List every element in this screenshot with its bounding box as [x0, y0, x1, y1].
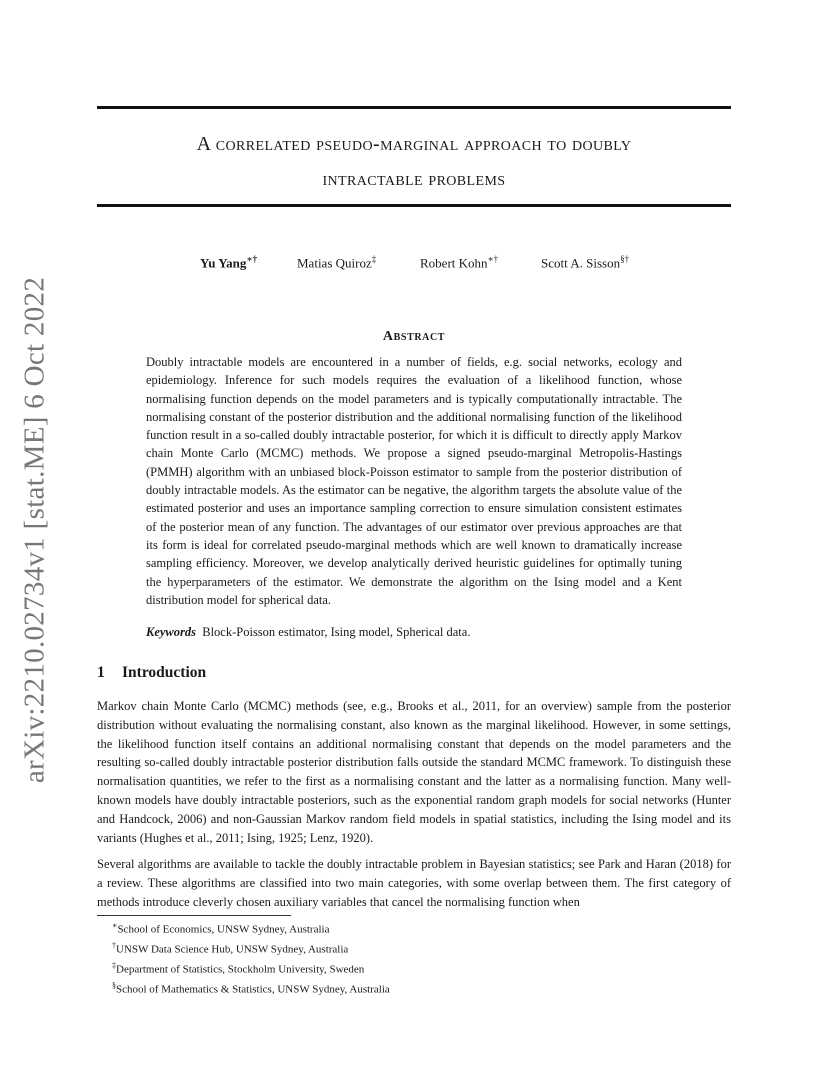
- paper-title-line-1: A correlated pseudo-marginal approach to doubly: [196, 133, 632, 155]
- keywords-text: Block-Poisson estimator, Ising model, Spherical data.: [202, 625, 471, 639]
- footnote-rule: [97, 915, 291, 916]
- title-bottom-rule: [97, 204, 731, 207]
- abstract-heading: Abstract: [382, 329, 446, 344]
- author-1: Yu Yang∗†: [200, 254, 258, 271]
- author-4: Scott A. Sisson§†: [541, 254, 630, 271]
- paper-title-line-2: intractable problems: [322, 168, 506, 190]
- intro-paragraph-1: Markov chain Monte Carlo (MCMC) methods (see, e.g., Brooks et al., 2011, for an overview) sample from the posterior distribution without evaluating the normalising constant, also known as the marginal likelihood. However, in some settings, the likelihood function itself contains an additional normalising constant that depends on the model parameters and the resulting so-called doubly intractable posterior distribution falls outside the standard MCMC framework. To distinguish these normalisation quantities, we refer to the first as a normalising constant and the latter as a normalising function. Many well-known models have doubly intractable posteriors, such as the exponential random graph models for social networks (Hunter and Handcock, 2006) and non-Gaussian Markov random field models in spatial statistics, including the Ising model and its variants (Hughes et al., 2011; Ising, 1925; Lenz, 1920).: [97, 699, 731, 845]
- section-title: Introduction: [122, 664, 207, 681]
- abstract-text: Doubly intractable models are encountered in a number of fields, e.g. social networks, ecology and epidemiology. Inference for such models requires the evaluation of a likelihood function, whose normalising function depends on the model parameters and is typically computationally intractable. The normalising constant of the posterior distribution and the additional normalising function of the likelihood function result in a so-called doubly intractable posterior, for which it is difficult to directly apply Markov chain Monte Carlo (MCMC) methods. We propose a signed pseudo-marginal Metropolis-Hastings (PMMH) algorithm with an unbiased block-Poisson estimator to sample from the posterior distribution of doubly intractable models. As the estimator can be negative, the algorithm targets the absolute value of the estimated posterior and uses an importance sampling correction to ensure simulation consistent estimates of the posterior mean of any function. The advantages of our estimator over previous approaches are that its form is ideal for correlated pseudo-marginal methods which are well known to dramatically increase sampling efficiency. Moreover, we develop analytically derived heuristic guidelines for optimally tuning the hyperparameters of the estimator. We demonstrate the algorithm on the Ising model and a Kent distribution model for spherical data.: [146, 355, 682, 607]
- section-number: 1: [97, 664, 105, 681]
- arxiv-identifier-stamp: [5, 276, 65, 784]
- arxiv-id-text: arXiv:2210.02734v1 [stat.ME] 6 Oct 2022: [18, 276, 51, 784]
- title-top-rule: [97, 106, 731, 109]
- footnote-3: ‡Department of Statistics, Stockholm University, Sweden: [112, 960, 365, 976]
- footnote-1: ∗School of Economics, UNSW Sydney, Australia: [112, 921, 330, 936]
- section-heading: [97, 664, 206, 682]
- author-2: Matias Quiroz‡: [297, 254, 377, 271]
- keywords-line: [146, 625, 682, 640]
- footnote-2: †UNSW Data Science Hub, UNSW Sydney, Australia: [112, 940, 349, 956]
- author-3: Robert Kohn∗†: [420, 254, 499, 271]
- footnotes: [112, 918, 390, 998]
- author-list: [97, 254, 731, 274]
- keywords-label: Keywords: [146, 625, 196, 639]
- intro-paragraph-2: Several algorithms are available to tackle the doubly intractable problem in Bayesian statistics; see Park and Haran (2018) for a review. These algorithms are classified into two main categories, with some overlap between them. The first category of methods introduce cleverly chosen auxiliary variables that cancel the normalising function when: [97, 857, 731, 909]
- footnote-4: §School of Mathematics & Statistics, UNSW Sydney, Australia: [112, 980, 390, 996]
